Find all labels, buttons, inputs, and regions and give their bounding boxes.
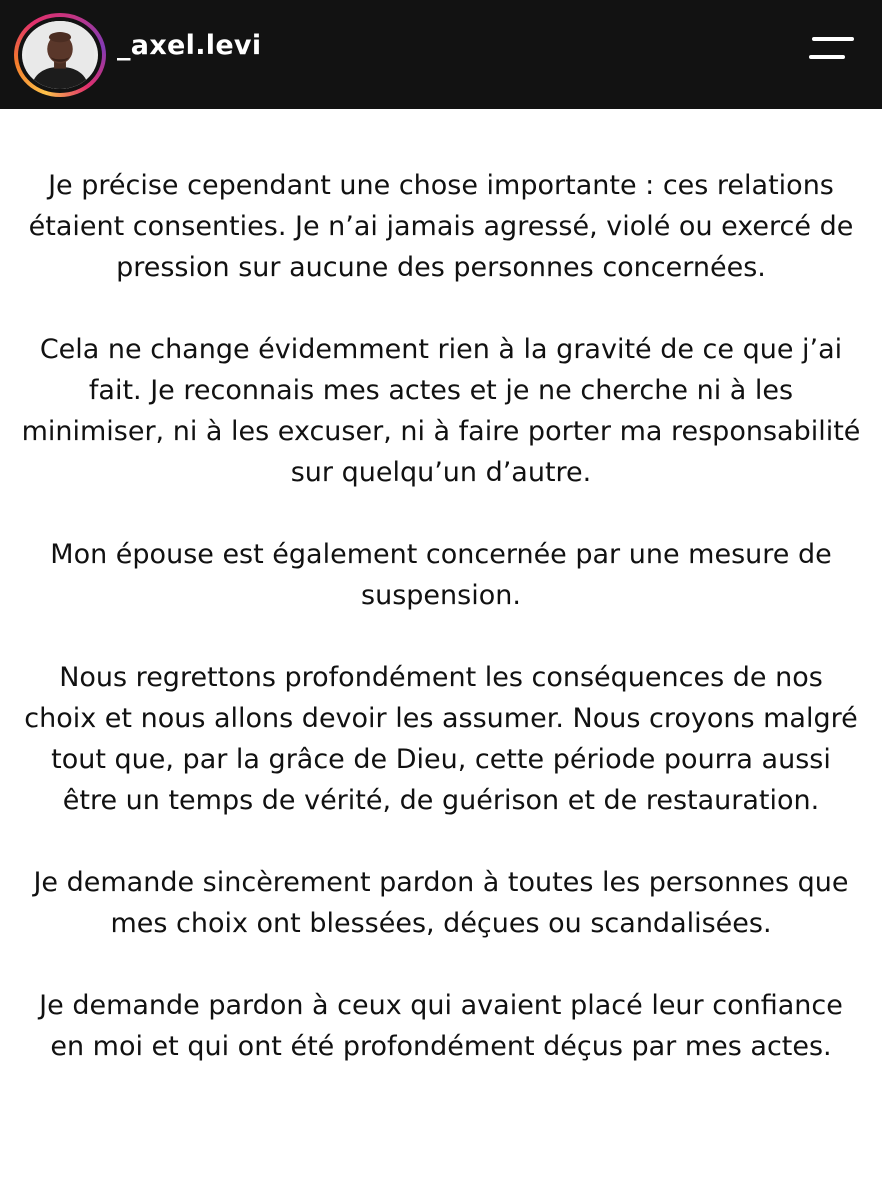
menu-button[interactable] xyxy=(806,33,856,65)
avatar-border xyxy=(18,17,102,93)
profile-header xyxy=(0,0,882,109)
profile-photo-icon xyxy=(22,21,98,89)
story-ring[interactable] xyxy=(14,13,106,97)
paragraph: Mon épouse est également concernée par une mesure de suspension. xyxy=(50,539,832,611)
paragraph: Je demande pardon à ceux qui avaient placé leur confiance en moi et qui ont été profondément déçus par mes actes. xyxy=(39,990,843,1062)
avatar[interactable] xyxy=(22,21,98,89)
paragraph: Je demande sincèrement pardon à toutes les personnes que mes choix ont blessées, déçues ou scandalisées. xyxy=(33,867,849,939)
menu-icon xyxy=(812,37,854,41)
username[interactable]: _axel.levi xyxy=(117,30,262,61)
paragraph: Nous regrettons profondément les conséquences de nos choix et nous allons devoir les assumer. Nous croyons malgré tout que, par la grâce de Dieu, cette période pourra aussi être un temps de vérité, de guérison et de restauration. xyxy=(24,662,858,816)
paragraph: Cela ne change évidemment rien à la gravité de ce que j’ai fait. Je reconnais mes actes et je ne cherche ni à les minimiser, ni à les excuser, ni à faire porter ma responsabilité sur quelqu’un d’autre. xyxy=(21,334,861,488)
post-text xyxy=(20,165,862,1067)
paragraph: Je précise cependant une chose importante : ces relations étaient consenties. Je n’ai jamais agressé, violé ou exercé de pression sur aucune des personnes concernées. xyxy=(28,170,854,283)
menu-icon-bar xyxy=(809,55,845,59)
